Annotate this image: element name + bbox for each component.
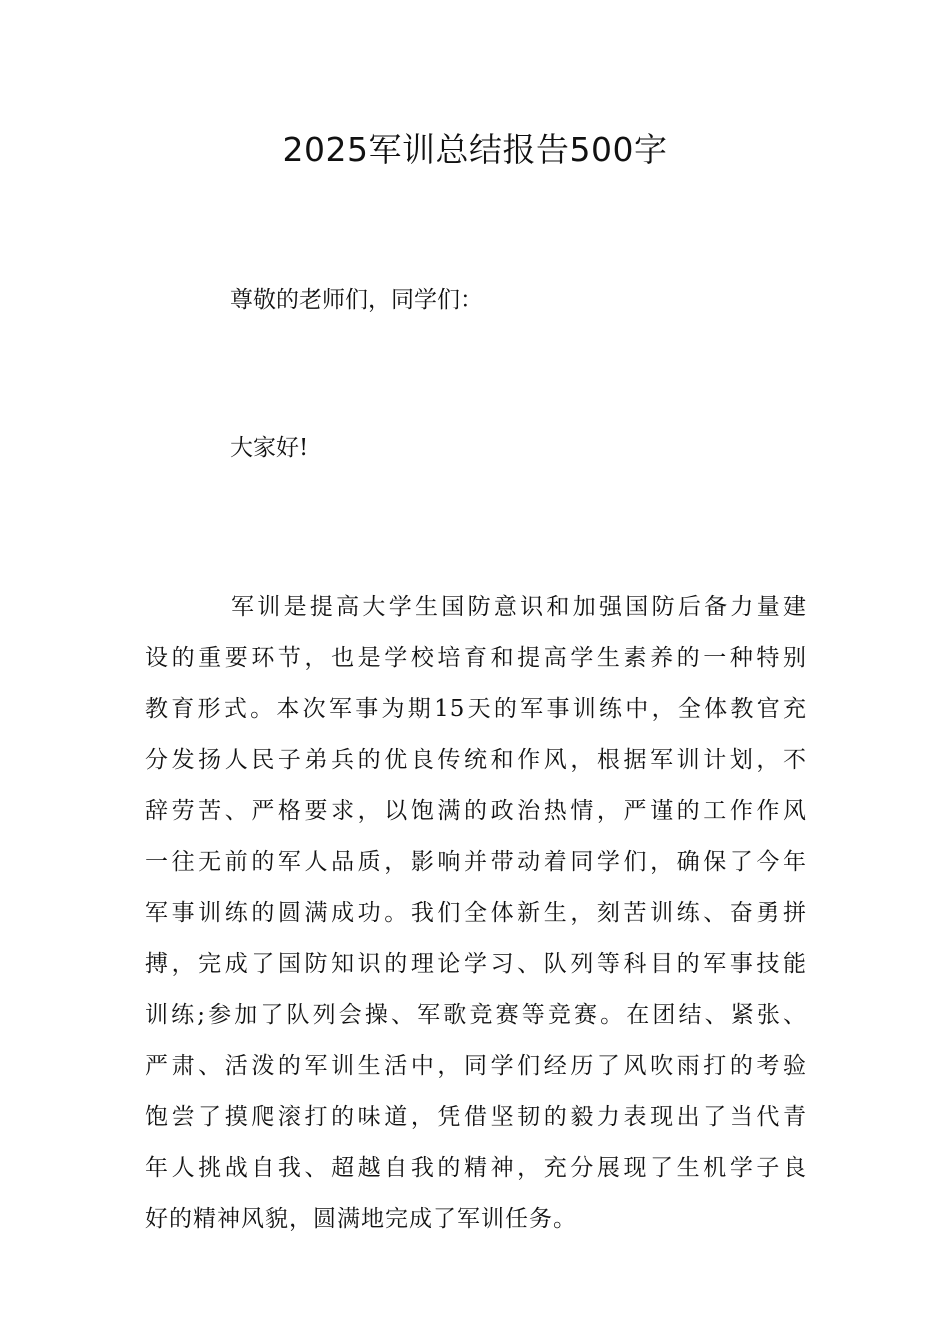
paragraph-line: 好的精神风貌，圆满地完成了军训任务。 bbox=[145, 1206, 577, 1232]
paragraph-line: 辞劳苦、严格要求，以饱满的政治热情，严谨的工作作风 bbox=[145, 798, 807, 824]
paragraph-line: 设的重要环节，也是学校培育和提高学生素养的一种特别 bbox=[145, 645, 807, 671]
paragraph-line: 年人挑战自我、超越自我的精神，充分展现了生机学子良 bbox=[145, 1155, 807, 1181]
paragraph-line: 训练;参加了队列会操、军歌竞赛等竞赛。在团结、紧张、 bbox=[145, 1002, 807, 1028]
paragraph-line: 军训是提高大学生国防意识和加强国防后备力量建 bbox=[231, 594, 807, 620]
greeting: 大家好! bbox=[230, 435, 309, 461]
paragraph-line: 一往无前的军人品质，影响并带动着同学们，确保了今年 bbox=[145, 849, 807, 875]
paragraph-line: 严肃、活泼的军训生活中，同学们经历了风吹雨打的考验 bbox=[145, 1053, 807, 1079]
salutation: 尊敬的老师们，同学们： bbox=[230, 287, 483, 313]
document-title: 2025军训总结报告500字 bbox=[282, 130, 668, 169]
body-paragraph bbox=[145, 582, 807, 1245]
paragraph-line: 分发扬人民子弟兵的优良传统和作风，根据军训计划，不 bbox=[145, 747, 807, 773]
paragraph-line: 饱尝了摸爬滚打的味道，凭借坚韧的毅力表现出了当代青 bbox=[145, 1104, 807, 1130]
paragraph-line: 教育形式。本次军事为期15天的军事训练中，全体教官充 bbox=[145, 696, 807, 722]
paragraph-line: 军事训练的圆满成功。我们全体新生，刻苦训练、奋勇拼 bbox=[145, 900, 807, 926]
paragraph-line: 搏，完成了国防知识的理论学习、队列等科目的军事技能 bbox=[145, 951, 807, 977]
